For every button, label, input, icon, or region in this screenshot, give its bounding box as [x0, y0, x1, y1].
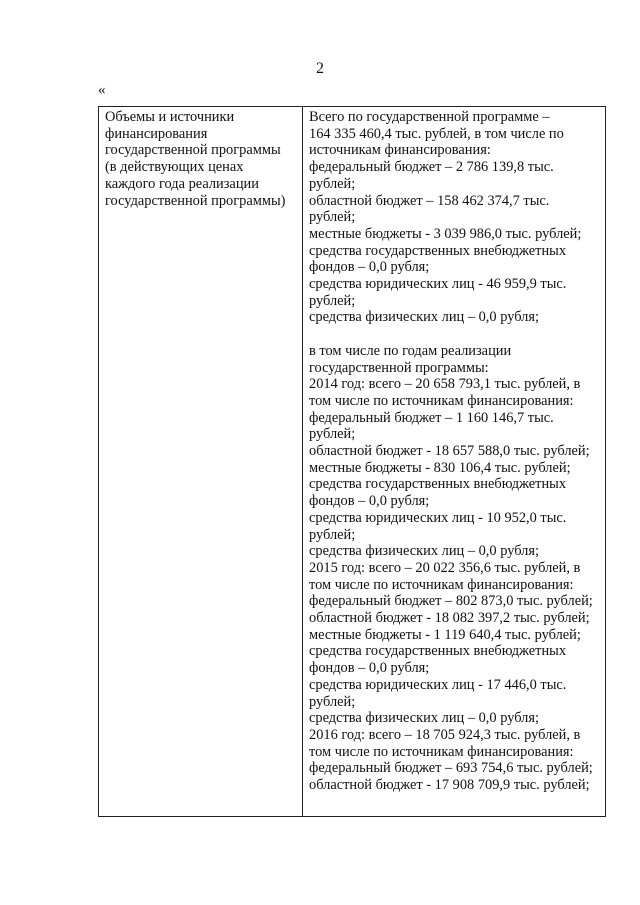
yearly-line: федеральный бюджет – 1 160 146,7 тыс.	[309, 409, 554, 426]
yearly-line: рублей;	[309, 426, 356, 443]
label-line: государственной программы)	[105, 192, 286, 209]
yearly-line: средства физических лиц – 0,0 рубля;	[309, 710, 539, 727]
yearly-line: средства государственных внебюджетных	[309, 643, 567, 660]
label-line: финансирования	[105, 125, 208, 142]
yearly-line: в том числе по годам реализации	[309, 342, 512, 359]
total-line: 164 335 460,4 тыс. рублей, в том числе по	[309, 125, 564, 142]
yearly-line: 2015 год: всего – 20 022 356,6 тыс. рублей, в	[309, 559, 581, 576]
yearly-line: том числе по источникам финансирования:	[309, 392, 574, 409]
total-line: средства государственных внебюджетных	[309, 242, 567, 259]
funding-label-cell	[99, 107, 303, 816]
yearly-line: федеральный бюджет – 693 754,6 тыс. рублей;	[309, 760, 593, 777]
yearly-line: средства физических лиц – 0,0 рубля;	[309, 543, 539, 560]
yearly-line: средства юридических лиц - 17 446,0 тыс.	[309, 676, 567, 693]
yearly-line: 2014 год: всего – 20 658 793,1 тыс. рублей, в	[309, 376, 581, 393]
label-line: Объемы и источники	[105, 109, 235, 125]
yearly-line: областной бюджет - 17 908 709,9 тыс. рублей;	[309, 777, 590, 794]
page-number: 2	[316, 60, 324, 77]
paragraph-gap	[309, 326, 601, 343]
funding-details-cell	[303, 107, 605, 816]
total-line: средства физических лиц – 0,0 рубля;	[309, 309, 539, 326]
yearly-line: федеральный бюджет – 802 873,0 тыс. рублей;	[309, 593, 593, 610]
yearly-line: рублей;	[309, 526, 356, 543]
total-line: местные бюджеты - 3 039 986,0 тыс. рублей;	[309, 225, 582, 242]
total-line: федеральный бюджет – 2 786 139,8 тыс.	[309, 159, 554, 176]
label-line: (в действующих ценах	[105, 159, 244, 176]
yearly-line: рублей;	[309, 693, 356, 710]
yearly-line: том числе по источникам финансирования:	[309, 743, 574, 760]
total-line: рублей;	[309, 175, 356, 192]
yearly-line: средства юридических лиц - 10 952,0 тыс.	[309, 509, 567, 526]
yearly-line: государственной программы:	[309, 359, 489, 376]
yearly-line: областной бюджет - 18 082 397,2 тыс. рублей;	[309, 610, 590, 627]
yearly-line: средства государственных внебюджетных	[309, 476, 567, 493]
yearly-line: местные бюджеты - 830 106,4 тыс. рублей;	[309, 459, 571, 476]
total-line: рублей;	[309, 209, 356, 226]
total-line: областной бюджет – 158 462 374,7 тыс.	[309, 192, 550, 209]
funding-table	[98, 106, 606, 817]
label-line: государственной программы	[105, 142, 281, 159]
yearly-line: 2016 год: всего – 18 705 924,3 тыс. рублей, в	[309, 727, 581, 743]
yearly-line: фондов – 0,0 рубля;	[309, 493, 430, 510]
yearly-line: областной бюджет - 18 657 588,0 тыс. рублей;	[309, 443, 590, 460]
total-line: средства юридических лиц - 46 959,9 тыс.	[309, 276, 567, 293]
total-line: рублей;	[309, 292, 356, 309]
total-line: источникам финансирования:	[309, 142, 491, 159]
total-line: фондов – 0,0 рубля;	[309, 259, 430, 276]
yearly-line: том числе по источникам финансирования:	[309, 576, 574, 593]
total-line: Всего по государственной программе –	[309, 109, 550, 125]
opening-quote-mark: «	[98, 82, 106, 98]
label-line: каждого года реализации	[105, 175, 259, 192]
yearly-line: фондов – 0,0 рубля;	[309, 660, 430, 677]
yearly-line: местные бюджеты - 1 119 640,4 тыс. рублей;	[309, 626, 581, 643]
